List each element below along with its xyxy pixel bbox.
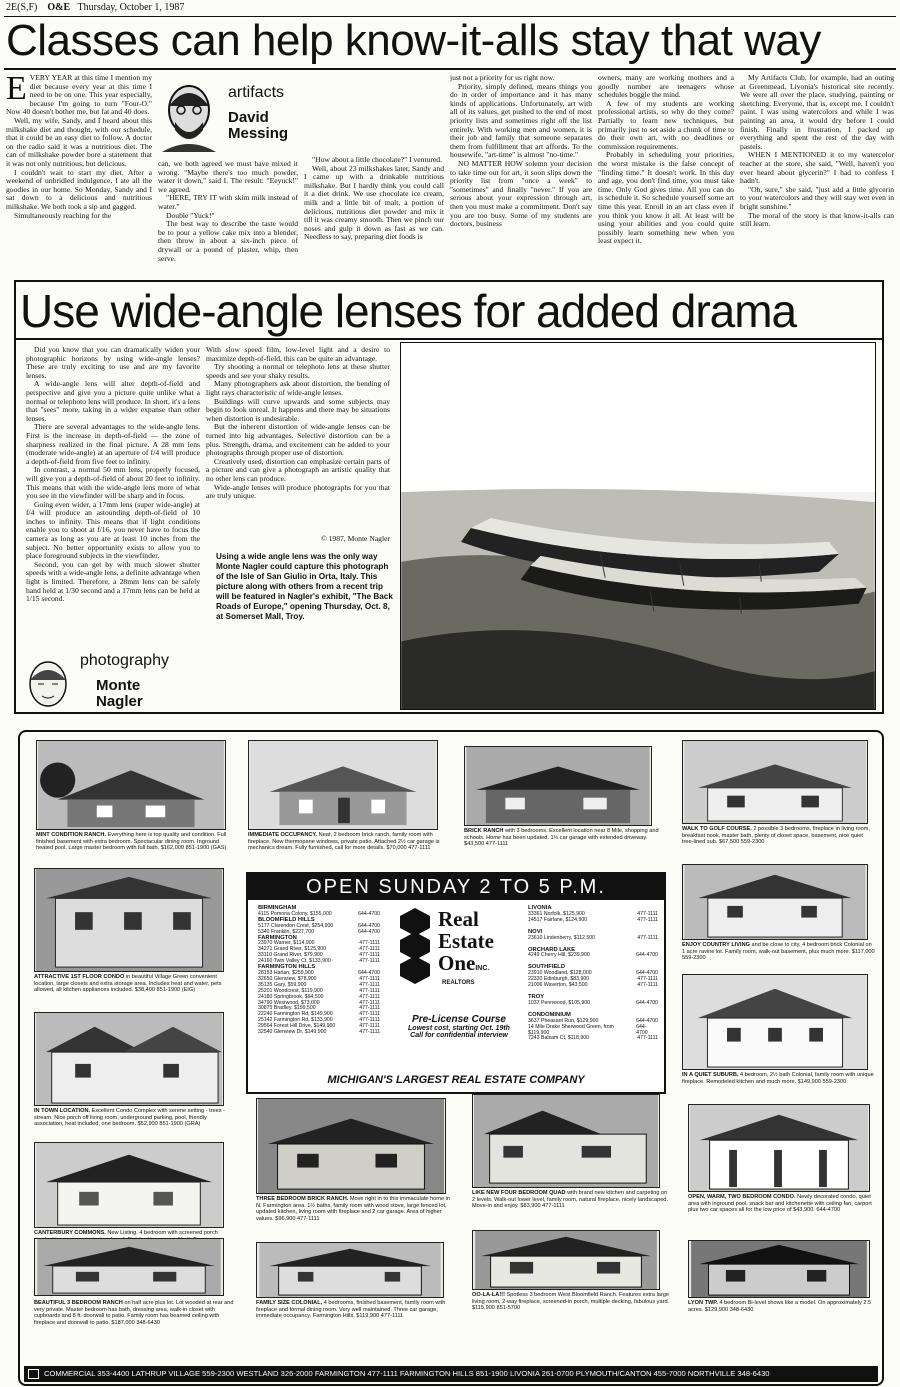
office-address: 4249 Cherry Hill, $239,900	[528, 952, 590, 959]
office-city: BIRMINGHAM	[258, 905, 297, 911]
paragraph: Well, my wife, Sandy, and I heard about this milkshake diet and thought, with our schedule, that it could be an easy diet to follow. A doctor on the radio said it was a nutritious diet. The can of milkshake powder bore a statement that it was not only nutritious, but delicious.	[6, 115, 152, 168]
open-sunday-box	[246, 872, 666, 1094]
paragraph: "HERE, TRY IT with skim milk instead of water."	[158, 193, 298, 211]
author-portrait-david	[158, 76, 220, 152]
paragraph: NO MATTER HOW solemn your decision to take time out for art, it soon slips down the priority list from "once a week" to "sometimes" and finally "never." If you are serious about your expression through art, then you must make a commitment. Don't say you are too busy. Some of my students are doctors, business	[450, 158, 592, 229]
office-row	[528, 953, 658, 959]
listing-lead: THREE BEDROOM BRICK RANCH.	[256, 1196, 349, 1202]
photography-column-sig	[18, 652, 218, 712]
listing-caption	[36, 832, 230, 864]
article2-headline: Use wide-angle lenses for added drama	[20, 285, 797, 337]
listing-lead: OPEN, WARM, TWO BEDROOM CONDO.	[688, 1194, 796, 1200]
listing-caption	[248, 832, 448, 864]
listing-lead: FAMILY SIZE COLONIAL,	[256, 1300, 323, 1306]
listing-photo	[34, 868, 224, 972]
headline-rule	[4, 68, 896, 70]
logo-word: Estate	[438, 929, 494, 953]
office-city: SOUTHFIELD	[528, 964, 566, 971]
office-phone: 477-1111	[359, 1029, 380, 1036]
logo-word: Real	[438, 907, 479, 931]
logo-inc: INC.	[475, 965, 490, 972]
office-address: 21006 Waverton, $43,500	[528, 982, 588, 989]
paragraph: Try shooting a normal or telephoto lens at these shutter speeds and see your shaky results.	[206, 362, 390, 380]
author-first-name: David	[228, 109, 269, 126]
paragraph: Second, you can get by with much slower shutter speeds with a wide-angle lens, a definite advantage when light is limited. Therefore, a 28mm lens can be safely hand held at 1/30 second and a 17mm lens can be held at 1/15 second.	[26, 559, 200, 604]
listing-text: Everything here is top quality and condition. Full finished basement with extra bedroom. Spectacular dining room. Inground heated pool. Large master bedroom with full bath. $162,000 851-1900 (GAS)	[36, 832, 227, 852]
paragraph: "Oh, sure," she said, "just add a little glycerin to your watercolors and they will stay wet even in bright sunshine."	[740, 184, 894, 211]
office-phone: 644-4700	[636, 1017, 658, 1024]
office-city: NOVI	[528, 928, 543, 935]
office-city: ORCHARD LAKE	[528, 946, 576, 953]
page-number: 2E(S,F)	[6, 2, 38, 13]
artifacts-column-sig	[158, 74, 298, 154]
listing-photo	[256, 1242, 444, 1298]
listing-text: 4 bedroom, 2½ bath Colonial, family room with unique fireplace. Remodeled kitchen and much more. $149,900 559-2300	[682, 1072, 874, 1085]
article1-column-5	[598, 74, 734, 274]
office-phone: 644-4700	[358, 922, 380, 929]
author-last-name: Messing	[228, 125, 289, 142]
listing-photo	[682, 740, 868, 824]
paragraph: A wide-angle lens will alter depth-of-field and perspective and give you a picture quite unlike what a normal or telephoto lens will produce. In short, it's a lens that "sees" more, taking in a wider expanse than other lenses.	[26, 379, 200, 423]
office-address: 32540 Glenview Dr, $149,900	[258, 1029, 327, 1036]
office-phone: 644-4700	[358, 969, 380, 976]
paragraph: Priority, simply defined, means things you do in order of importance and it has many kinds of applications. Unfortunately, art with all of its values, get pushed to the end of most priority lists and sometimes right off the list entirely. With working men and women, it is their job and family that someone separates them from fulfillment that art affords. To the housewife, "art-time" is almost "no-time."	[450, 81, 592, 160]
office-address: 33361 Norfolk, $125,900	[528, 910, 585, 917]
office-row	[528, 936, 658, 942]
listing-lead: ATTRACTIVE 1ST FLOOR CONDO	[34, 974, 125, 980]
office-address: 25201 Woodcrest, $119,900	[258, 987, 323, 994]
office-city: FARMINGTON HILLS	[258, 964, 316, 971]
listing-text: in beautiful Village Green convenient location, large closets and extra storage area. Includes heat and water, pets allowed, all kitchen appliances included. $38,400 851-1900 (EIG)	[34, 974, 222, 994]
listing-text: Spotless 3 bedroom West Bloomfield Ranch. Features extra large living room, 2-way fireplace, screened-in porch, multiple decking, fabulous yard. $115,900 851-5700	[472, 1292, 670, 1312]
paragraph: With slow speed film, low-level light and a desire to maximize depth-of-field, this can be quite an advantage.	[206, 346, 390, 363]
office-phone-footer	[24, 1366, 878, 1382]
office-row	[528, 1001, 658, 1007]
office-phone: 477-1111	[637, 1035, 658, 1042]
listing-text: Neat, 2 bedroom brick ranch, family room with fireplace. New thermopane windows, private patio. Attached 2½ car garage is mechanics dream. Fully furnished, call for more details. $70,000 477-1111	[248, 832, 440, 852]
paragraph: Wide-angle lenses will produce photographs for you that are truly unique.	[206, 482, 390, 501]
office-address: 25142 Farmington Rd, $133,900	[258, 1017, 333, 1024]
office-phone: 644-4700	[636, 952, 658, 959]
paragraph: owners, many are working mothers and a goodly number are teenagers whose schedules boggle the mind.	[598, 74, 734, 100]
listing-photo	[34, 1142, 224, 1228]
listing-photo	[464, 746, 652, 826]
listing-photo	[248, 740, 438, 830]
column-name-artifacts: artifacts	[228, 84, 285, 101]
office-phone: 477-1111	[359, 958, 380, 965]
paragraph: VERY YEAR at this time I mention my diet because every year at this time I need to be on one. This year especially, because I'm going to turn "Four-O." Now 40 doesn't bother me, but fat and 40 does.	[6, 74, 152, 117]
listing-photo	[34, 1012, 224, 1106]
footer-phones: COMMERCIAL 353-4400 LATHRUP VILLAGE 559-2300 WESTLAND 326-2000 FARMINGTON 477-1111 FARMINGTON HILLS 851-1900 LIVONIA 261-0700 PLYMOUTH/CANTON 455-7000 NORTHVILLE 348-6430	[44, 1369, 770, 1378]
office-address: 24180 Springbrook, $94,500	[258, 993, 324, 1000]
paragraph: Double "Yuck!"	[166, 210, 215, 220]
office-phone: 477-1111	[359, 1005, 380, 1012]
logo-wordmark	[438, 908, 494, 980]
listing-caption	[682, 1072, 876, 1098]
office-row	[258, 1030, 380, 1036]
listing-text: on half acre plus lot. Lot wooded at rear and very private. Master bedroom has bath, dressing area, walk-in closet with cupboards and 8 ft. doorwall to patio. Family room has beamed ceiling with fireplace and doorwall to patio. $187,000 348-6430	[34, 1300, 234, 1326]
listing-text: 4 bedrooms, finished basement, family room with fireplace and formal dining room. Very well maintained. Three car garage, immediate occupancy. Farmington Hills. $119,900 477-1111	[256, 1300, 446, 1320]
listing-text: and be close to city, 4 bedroom brick Colonial on 1 acre ravine lot. Family room, walk-out basement, plus much more. $117,000 559-2300	[682, 942, 875, 962]
listing-text: with brand new kitchen and carpeting on 2 levels. Walk-out lower level, family room, natural fireplace, nicely landscaped. Move-in and enjoy. $83,900 477-1111	[472, 1190, 668, 1210]
paragraph: can, we both agreed we must have mixed it wrong. "Maybe there's too much powder, water it down," said I. The result: "Eeyuck!" we agreed.	[158, 160, 298, 194]
paragraph: WHEN I MENTIONED it to my watercolor teacher at the store, she said, "Well, haven't you ever heard about glycerin?" I had to confess I hadn't.	[740, 150, 894, 186]
office-phone: 477-1111	[359, 999, 380, 1006]
listing-lead: IN A QUIET SUBURB,	[682, 1072, 739, 1078]
listing-lead: IN TOWN LOCATION.	[34, 1108, 91, 1114]
office-address: 14 Mile Drake Sherwood Green, from $119,900	[528, 1023, 614, 1036]
paragraph: Many photographers ask about distortion, the bending of light rays characteristic of wide-angle lenses.	[206, 379, 390, 397]
office-address: 29564 Forest Hill Drive, $149,900	[258, 1023, 336, 1030]
office-phone: 477-1111	[359, 993, 380, 1000]
office-address: 7243 Balsam Ct, $118,900	[528, 1035, 590, 1042]
office-address: 14517 Fairlane, $124,900	[528, 916, 588, 923]
office-address: 5340 Franklin, $227,700	[258, 928, 314, 935]
listing-lead: BEAUTIFUL 3 BEDROOM RANCH	[34, 1300, 123, 1306]
listing-text: New Listing. 4 bedroom with screened porch	[107, 1230, 218, 1236]
listing-photo	[472, 1094, 660, 1188]
author-last-name: Nagler	[96, 693, 143, 710]
photo-caption: Using a wide angle lens was the only way Monte Nagler could capture this photograph of the Isle of San Giulio in Orta, Italy. This picture along with others from a recent trip will be featured in Nagler's exhibit, "The Back Roads of Europe," opening Thursday, Oct. 8, at Somerset Mall, Troy.	[216, 552, 393, 621]
listing-caption	[464, 828, 664, 854]
office-phone: 477-1111	[637, 976, 658, 983]
article1-headline: Classes can help know-it-alls stay that way	[6, 16, 821, 65]
office-city: BLOOMFIELD HILLS	[258, 916, 315, 923]
paragraph: The moral of the story is that know-it-alls can still learn.	[740, 210, 894, 229]
paragraph: But the inherent distortion of wide-angle lenses can be turned into big advantages. Selective distortion can be a plus. Strength, drama, and excitement can be added to your photographs through proper use of distortion.	[206, 422, 390, 458]
office-address: 24160 Twin Valley Ct, $133,900	[258, 958, 331, 965]
paragraph: Creatively used, distortion can emphasize certain parts of a picture and can give a photograph an artistic quality that no other lens can produce.	[206, 456, 390, 483]
office-phone: 644-4700	[636, 999, 658, 1006]
office-row	[528, 983, 658, 989]
listing-text: 2 possible 3 bedrooms, fireplace in living room, breakfast nook, master bath, plenty of closet space, basement, nice quiet tree-lined sub. $67,500 559-2300	[682, 826, 870, 846]
office-address: 30875 Bradley, $199,500	[258, 1005, 316, 1012]
copyright-line: © 1987, Monte Nagler	[320, 534, 390, 543]
office-phone: 477-1111	[359, 1017, 380, 1024]
office-address: 34271 Grand River, $125,900	[258, 946, 327, 953]
ad-slogan: MICHIGAN'S LARGEST REAL ESTATE COMPANY	[327, 1074, 585, 1086]
paragraph: My Artifacts Club, for example, had an outing at Greenmead, Livonia's historical site recently. We were all over the place, studying, painting or sketching. Everyone, that is, except me. I couldn't paint. I was using watercolors and while I was painting an area, it would dry before I could finish. Finally in frustration, I packed up everything and spent the rest of the day with pastels.	[740, 74, 894, 151]
paragraph: A few of my students are working professional artists, so why do they come? Partially to learn new techniques, but primarily just to set aside a chunk of time to do their own art, with no deadlines or commission requirements.	[598, 98, 734, 151]
paragraph: Did you know that you can dramatically widen your photographic horizons by using wide-angle lenses? These are truly exciting to use and are my favorite lenses.	[26, 346, 200, 380]
office-listings-right	[528, 906, 658, 1042]
listing-photo	[682, 864, 868, 940]
article1-column-1	[6, 74, 152, 274]
paragraph: Probably in scheduling your priorities, the worst mistake is the false concept of "finding time." It doesn't work. In this day and age, you don't find time, you must take time. Only God gives time. All you can do is schedule it. So schedule yourself some art time this year. Enroll in an art class even if you think you know it all. At least will be using your abilities and you could quite possibly learn something new when you least expect it.	[598, 150, 734, 246]
office-phone: 477-1111	[359, 946, 380, 953]
office-phone: 644-4700	[358, 928, 380, 935]
office-row	[528, 1036, 658, 1042]
office-city: CONDOMINIUM	[528, 1011, 571, 1018]
listing-lead: CANTERBURY COMMONS.	[34, 1230, 106, 1236]
paragraph: In contrast, a normal 50 mm lens, properly focused, will give you a depth-of-field of about 20 feet to infinity. This means that with the wide-angle lens more of what you see in the viewfinder will be sharp and in focus.	[26, 465, 200, 501]
office-address: 22320 Edinburgh, $83,900	[528, 976, 590, 983]
paragraph: There are several advantages to the wide-angle lens. First is the increase in depth-of-field — the zone of sharpness realized in the final picture. A 28 mm lens (moderate wide-angle) at an aperture of f/4 will produce a depth-of-field from five feet to infinity.	[26, 422, 200, 466]
paragraph: The best way to describe the taste would be to pour a yellow cake mix into a blender, then throw in about a six-inch piece of drywall or a pound of plaster, whip, then serve.	[158, 219, 298, 263]
listing-lead: IMMEDIATE OCCUPANCY.	[248, 832, 318, 838]
issue-date: Thursday, October 1, 1987	[77, 2, 185, 13]
listing-caption	[472, 1190, 668, 1222]
office-address: 4115 Pomona Colony, $155,000	[258, 910, 332, 917]
office-address: 5177 Clarendon Crest, $254,900	[258, 922, 334, 929]
article1-column-3	[304, 156, 444, 274]
listing-lead: OO-LA-LA!!!	[472, 1292, 505, 1298]
listing-photo	[688, 1104, 870, 1192]
article1-column-2	[158, 160, 298, 274]
article1-column-4	[450, 74, 592, 274]
realtors-label: REALTORS	[442, 980, 475, 986]
office-address: 34790 Westwood, $73,000	[258, 999, 320, 1006]
office-city: FARMINGTON	[258, 934, 297, 941]
course-line: Lowest cost, starting Oct. 19th	[408, 1025, 510, 1032]
paragraph: Buildings will curve upwards and some subjects may begin to look unreal. It happens and there may be situations when distortion is undesirable.	[206, 396, 390, 423]
listing-text: Move right in to this immaculate home in N. Farmington area. 1½ baths, family room with wood stove, large fenced lot, updated kitchen, living room with fireplace and 2 car garage. Area of higher values. $96,900 477-1111	[256, 1196, 450, 1222]
headline-rule-2	[16, 338, 882, 340]
listing-caption	[256, 1300, 454, 1340]
office-address: 23910 Woodland, $128,000	[528, 970, 592, 977]
listing-photo	[682, 974, 868, 1070]
office-address: 22240 Farmington Rd, $149,900	[258, 1011, 333, 1018]
listing-lead: MINT CONDITION RANCH.	[36, 832, 106, 838]
office-phone: 477-1111	[359, 1023, 380, 1030]
office-phone: 644-4700	[636, 970, 658, 977]
office-phone: 477-1111	[359, 987, 380, 994]
listing-text: Excellent Condo Complex with serene setting - trees - stream. Nice porch off living room, underground parking, pool, friendly association, heat included, one bedroom. $52,900 851-1900 (GRA)	[34, 1108, 225, 1128]
open-sunday-banner: OPEN SUNDAY 2 TO 5 P.M.	[248, 874, 664, 900]
listing-photo	[34, 1238, 224, 1296]
listing-photo	[688, 1240, 870, 1298]
course-title: Pre-License Course	[412, 1014, 506, 1025]
office-address: 28153 Harlan, $259,900	[258, 969, 314, 976]
office-city: LIVONIA	[528, 905, 552, 911]
office-phone: 477-1111	[359, 975, 380, 982]
author-portrait-monte	[22, 658, 74, 710]
listing-text: Newly decorated condo, quiet area with inground pool, snack bar and kitchenette with ceiling fan, carport plus two car spaces all for the low price of $43,900. 644-4700	[688, 1194, 872, 1214]
office-phone: 477-1111	[359, 952, 380, 959]
listing-lead: LYON TWP.	[688, 1300, 718, 1306]
article2-column-1	[26, 346, 200, 642]
author-first-name: Monte	[96, 677, 141, 694]
paragraph: "How about a little chocolate?" I ventured.	[312, 156, 442, 164]
paragraph: Simultaneously reaching for the	[14, 210, 112, 220]
listing-caption	[688, 1194, 876, 1226]
office-phone: 477-1111	[359, 940, 380, 947]
paragraph: I couldn't wait to start my diet. After a weekend of unbridled indulgence, I ate all the goodies in our home. So Monday, Sandy and I sat down to a delicious and nutritious milkshake. We both took a sip and gagged.	[6, 167, 152, 211]
equal-housing-icon	[28, 1369, 39, 1379]
listing-text: with 3 bedrooms. Excellent location near 8 Mile, shopping and schools. Home has been updated. 1½ car garage with extended driveway. $43,500 477-1111	[464, 828, 659, 848]
office-city: TROY	[528, 993, 545, 1000]
office-listings-left	[258, 906, 380, 1036]
listing-lead: LIKE NEW FOUR BEDROOM QUAD	[472, 1190, 566, 1196]
office-row	[528, 918, 658, 924]
listing-caption	[34, 974, 230, 1006]
listing-photo	[472, 1230, 660, 1290]
listing-caption	[688, 1300, 876, 1320]
office-phone: 644-4700	[636, 1023, 648, 1036]
listing-lead: BRICK RANCH	[464, 828, 504, 834]
pre-license-course	[384, 1014, 534, 1039]
paragraph: Well, about 23 milkshakes later, Sandy and I came up with a drinkable nutritious milkshake. But I hardly think you could call it a diet drink. We use chocolate ice cream, milk and a little bit of malt, a portion of delicious, nutritious diet powder and mix it till it was creamy smooth. Then we pinch our noses and gulp it down as fast as we can. Needless to say, preparing diet foods is	[304, 163, 444, 242]
listing-lead: ENJOY COUNTRY LIVING	[682, 942, 750, 948]
paragraph: just not a priority for us right now.	[450, 74, 555, 82]
office-phone: 644-4700	[358, 910, 380, 917]
listing-photo	[256, 1098, 446, 1194]
drop-cap: E	[6, 74, 27, 107]
office-address: 1037 Pennwood, $105,900	[528, 999, 591, 1006]
boat-photograph	[400, 342, 876, 710]
listing-caption	[256, 1196, 452, 1238]
office-address: 35135 Gary, $59,900	[258, 981, 307, 988]
article1-column-6	[740, 74, 894, 274]
office-address: 33110 Grand River, $79,900	[258, 952, 323, 959]
office-phone: 477-1111	[637, 934, 658, 941]
column-name-photography: photography	[80, 652, 169, 669]
real-estate-one-logo	[394, 908, 520, 998]
listing-caption	[34, 1108, 230, 1142]
listing-caption	[682, 826, 874, 852]
office-address: 3637 Pheasant Run, $129,900	[528, 1017, 599, 1024]
paragraph: Going even wider, a 17mm lens (super wide-angle) at f/4 will produce an astounding depth-of-field of 10 inches to infinity. This means that if light conditions enable you to shoot at f/16, you never have to focus the camera as long as you are at least 10 inches from the subject. No better opportunity exists to allow you to place foreground subjects in the viewfinder.	[26, 499, 200, 561]
listing-text: 4 bedroom Bi-level shows like a model. On approximately 2.5 acres. $129,900 348-6430	[688, 1300, 872, 1313]
office-address: 32650 Glenview, $78,900	[258, 975, 317, 982]
listing-caption	[472, 1292, 670, 1318]
office-phone: 477-1111	[359, 981, 380, 988]
office-phone: 477-1111	[359, 1011, 380, 1018]
listing-photo	[36, 740, 226, 830]
paper-name: O&E	[47, 2, 71, 13]
office-phone: 477-1111	[637, 982, 658, 989]
office-address: 23970 Warner, $114,900	[258, 940, 315, 947]
logo-mark-icon	[394, 908, 436, 988]
course-line: Call for confidential interview	[410, 1032, 508, 1039]
office-phone: 477-1111	[637, 916, 658, 923]
listing-caption	[682, 942, 876, 968]
listing-lead: WALK TO GOLF COURSE.	[682, 826, 752, 832]
office-phone: 477-1111	[637, 910, 658, 917]
logo-word: One	[438, 951, 476, 975]
office-address: 23610 Lindenberry, $112,500	[528, 934, 596, 941]
listing-caption	[34, 1300, 234, 1344]
page-folio	[6, 2, 184, 13]
article2-column-2	[206, 346, 390, 542]
